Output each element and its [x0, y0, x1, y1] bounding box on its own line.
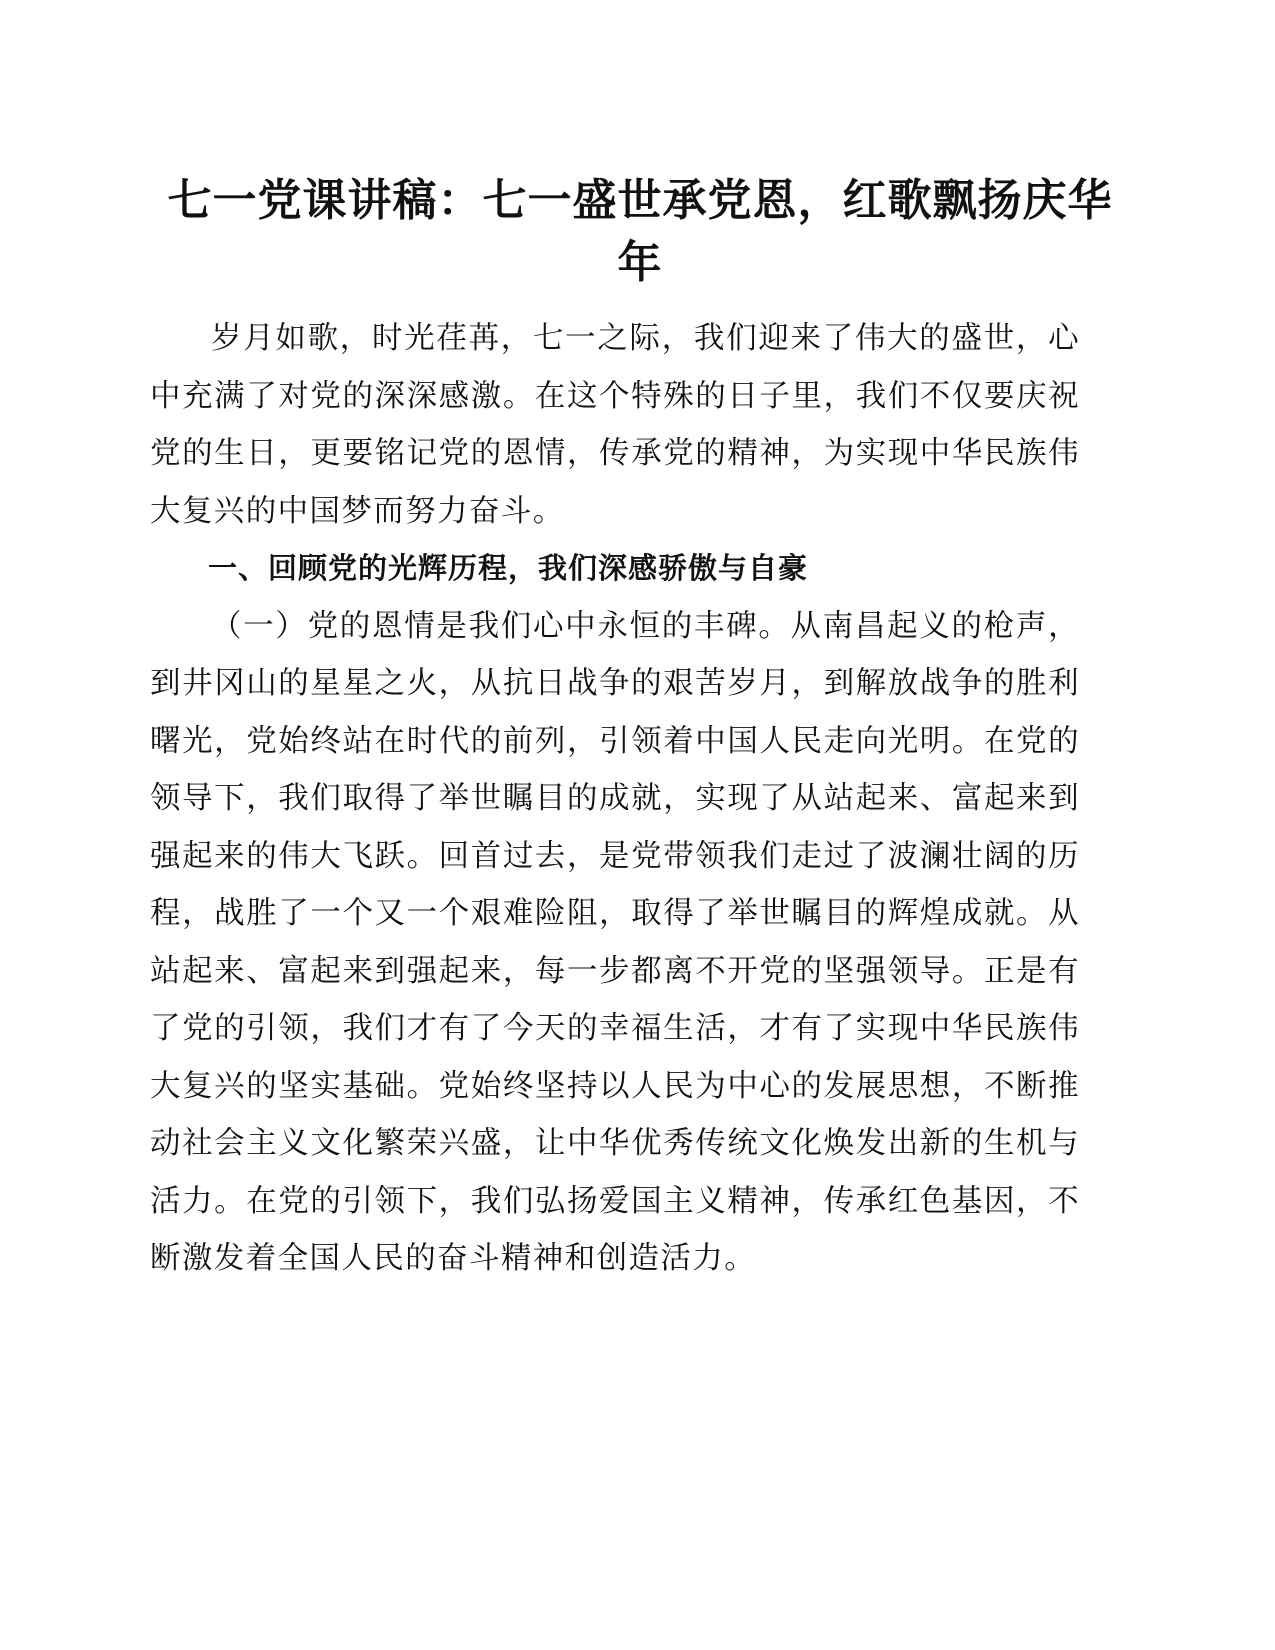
document-title: 七一党课讲稿：七一盛世承党恩，红歌飘扬庆华年: [167, 175, 1113, 288]
intro-paragraph: 岁月如歌，时光荏苒，七一之际，我们迎来了伟大的盛世，心中充满了对党的深深感激。在这个特殊的日子里，我们不仅要庆祝党的生日，更要铭记党的恩情，传承党的精神，为实现中华民族伟大复兴的中国梦而努力奋斗。: [150, 321, 1080, 529]
section-heading-1: 一、回顾党的光辉历程，我们深感骄傲与自豪: [208, 551, 809, 585]
section-1-paragraph-1: （一）党的恩情是我们心中永恒的丰碑。从南昌起义的枪声，到井冈山的星星之火，从抗日战争的艰苦岁月，到解放战争的胜利曙光，党始终站在时代的前列，引领着中国人民走向光明。在党的领导下，我们取得了举世瞩目的成就，实现了从站起来、富起来到强起来的伟大飞跃。回首过去，是党带领我们走过了波澜壮阔的历程，战胜了一个又一个艰难险阻，取得了举世瞩目的辉煌成就。从站起来、富起来到强起来，每一步都离不开党的坚强领导。正是有了党的引领，我们才有了今天的幸福生活，才有了实现中华民族伟大复兴的坚实基础。党始终坚持以人民为中心的发展思想，不断推动社会主义文化繁荣兴盛，让中华优秀传统文化焕发出新的生机与活力。在党的引领下，我们弘扬爱国主义精神，传承红色基因，不断激发着全国人民的奋斗精神和创造活力。: [150, 608, 1080, 1276]
document-body: [150, 310, 1080, 1288]
